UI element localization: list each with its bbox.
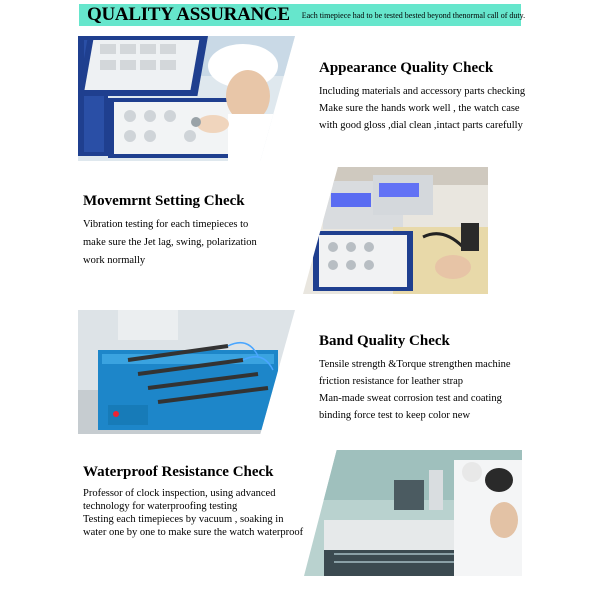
movement-check-photo	[303, 167, 521, 294]
band-check-photo	[78, 310, 295, 434]
section-line: friction resistance for leather strap	[319, 376, 464, 387]
waterproof-check-section	[83, 464, 303, 539]
section-heading: Waterproof Resistance Check	[83, 464, 274, 480]
section-line: Man-made sweat corrosion test and coating	[319, 393, 502, 404]
appearance-check-photo	[78, 36, 295, 161]
movement-check-section	[83, 193, 257, 270]
section-line: water one by one to make sure the watch waterproof	[83, 527, 304, 538]
section-line: Testing each timepieces by vacuum , soaking in	[83, 514, 284, 525]
section-line: make sure the Jet lag, swing, polarization	[83, 237, 257, 248]
section-line: Professor of clock inspection, using advanced	[83, 488, 276, 499]
section-line: binding force test to keep color new	[319, 410, 471, 421]
section-line: technology for waterproofing testing	[83, 501, 238, 512]
section-line: with good gloss ,dial clean ,intact parts carefully	[319, 120, 523, 131]
page-tagline: Each timepiece had to be tested bested beyond thenormal call of duty.	[301, 10, 526, 20]
header-banner	[79, 4, 526, 26]
waterproof-check-photo	[304, 450, 522, 576]
section-line: Tensile strength &Torque strengthen machine	[319, 359, 511, 370]
section-heading: Band Quality Check	[319, 333, 450, 349]
section-line: Vibration testing for each timepieces to	[83, 219, 249, 230]
appearance-check-section	[319, 60, 525, 134]
section-heading: Movemrnt Setting Check	[83, 193, 245, 209]
band-check-section	[319, 333, 511, 424]
section-line: Make sure the hands work well , the watch case	[319, 103, 520, 114]
section-heading: Appearance Quality Check	[319, 60, 494, 76]
page-title: QUALITY ASSURANCE	[87, 4, 290, 25]
section-line: work normally	[83, 255, 146, 266]
section-line: Including materials and accessory parts checking	[319, 86, 526, 97]
